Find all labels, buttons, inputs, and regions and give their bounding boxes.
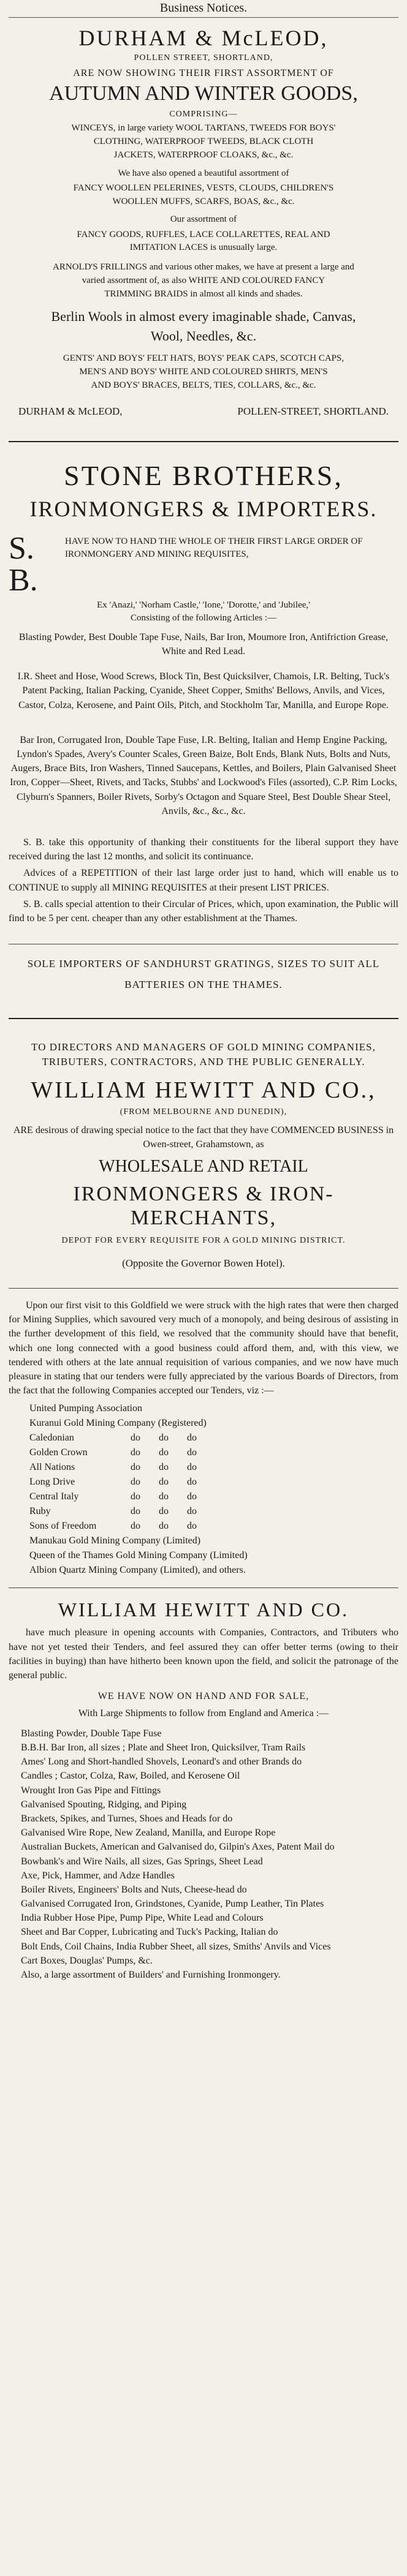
company-name: Albion Quartz Mining Company (Limited), and others. — [29, 1565, 246, 1576]
company-name: Queen of the Thames Gold Mining Company (Limited) — [29, 1550, 248, 1561]
stone-brothers-advertisement — [9, 442, 398, 1018]
ad2-sole-line1: SOLE IMPORTERS OF SANDHURST GRATINGS, SIZES TO SUIT ALL — [27, 958, 380, 970]
ad3-pleasure-text: have much pleasure in opening accounts with Companies, Contractors, and Tributers who have not yet tested their Tenders, and feel assured they can offer better terms (owing to their facilities in buying) than have hitherto been known upon the field, and solicit the patronage of the general public. — [9, 1627, 398, 1681]
ad1-hats-line: AND BOYS' BRACES, BELTS, TIES, COLLARS, &c., &c. — [91, 380, 316, 390]
ad3-shipments: With Large Shipments to follow from England and America :— — [78, 1708, 329, 1719]
ad1-frillings-line: varied assortment of, as also WHITE AND COLOURED FANCY — [82, 275, 325, 285]
company-row — [29, 1519, 398, 1534]
company-row — [29, 1504, 398, 1519]
ditto: do — [159, 1477, 169, 1488]
ad1-comprising: COMPRISING— — [169, 110, 238, 119]
durham-mcleod-advertisement — [9, 18, 398, 441]
ad1-comprising-line: CLOTHING, WATERPROOF TWEEDS, BLACK CLOTH — [93, 137, 314, 147]
company-row — [29, 1475, 398, 1489]
ad3-firm2: WILLIAM HEWITT AND CO. — [58, 1599, 349, 1621]
ad1-signature — [9, 405, 398, 418]
ad1-our-assortment: Our assortment of — [170, 214, 237, 225]
ad1-fancy-lines — [9, 182, 398, 209]
ad2-ex-line: Ex 'Anazi,' 'Norham Castle,' 'Ione,' 'Dorotte,' and 'Jubilee,' — [97, 600, 310, 611]
ad3-from-line: (FROM MELBOURNE AND DUNEDIN), — [120, 1107, 287, 1117]
ad3-depot: DEPOT FOR EVERY REQUISITE FOR A GOLD MINING DISTRICT. — [61, 1236, 346, 1246]
ad1-fancy-goods-line: FANCY GOODS, RUFFLES, LACE COLLARETTES, REAL AND — [77, 229, 330, 239]
list-item: India Rubber Hose Pipe, Pump Pipe, White Lead and Colours — [21, 1913, 264, 1924]
list-item: Boiler Rivets, Engineers' Bolts and Nuts, Cheese-head do — [21, 1884, 247, 1895]
company-row — [29, 1489, 398, 1504]
list-item: Ames' Long and Short-handled Shovels, Leonard's and other Brands do — [21, 1757, 302, 1768]
ad1-address: POLLEN STREET, SHORTLAND, — [134, 53, 273, 62]
list-item: Candles ; Castor, Colza, Raw, Boiled, and Kerosene Oil — [21, 1771, 240, 1782]
ad1-firm: DURHAM & McLEOD, — [78, 26, 329, 50]
ad2-sole-line2: BATTERIES ON THE THAMES. — [124, 979, 283, 991]
company-row — [29, 1548, 398, 1563]
ditto: do — [159, 1491, 169, 1502]
ad3-companies-list — [9, 1401, 398, 1578]
list-item: Wrought Iron Gas Pipe and Fittings — [21, 1785, 161, 1796]
company-name: Manukau Gold Mining Company (Limited) — [29, 1535, 201, 1546]
list-item: Sheet and Bar Copper, Lubricating and Tuck's Packing, Italian do — [21, 1927, 278, 1938]
ditto: do — [187, 1491, 197, 1502]
company-row — [29, 1460, 398, 1475]
list-item: Galvanised Spouting, Ridging, and Piping — [21, 1799, 187, 1810]
ad1-frillings-line: ARNOLD'S FRILLINGS and various other makes, we have at present a large and — [53, 262, 354, 273]
ad1-berlin-line: Wool, Needles, &c. — [150, 328, 257, 344]
ad2-sb-block — [9, 533, 398, 597]
ditto: do — [131, 1433, 140, 1444]
company-row — [29, 1416, 398, 1431]
list-item: Galvanised Corrugated Iron, Grindstones, Cyanide, Pump Leather, Tin Plates — [21, 1899, 324, 1910]
ad2-lr-text: I.R. Sheet and Hose, Wood Screws, Block Tin, Best Quicksilver, Chamois, I.R. Belting, Tuck's Patent Packing, Italian Packing, Cyanide, Sheet Copper, Smiths' Bellows, Anvils, and Vices, Castor, Colza, Kerosene, and Paint Oils, Pitch, and Stockholm Tar, Manilla, and Europe Rope. — [17, 671, 390, 710]
ad1-also-opened: We have also opened a beautiful assortment of — [118, 168, 289, 178]
company-name: Long Drive — [29, 1477, 75, 1488]
ad2-bar-iron-text: Bar Iron, Corrugated Iron, Double Tape Fuse, I.R. Belting, Italian and Hemp Engine Packing, Lyndon's Spades, Avery's Counter Scales, Green Baize, Bolt Ends, Blank Nuts, Bolts and Nuts, Augers, Brace Bits, Iron Washers, Tinned Saucepans, Kettles, and Boilers, Plain Galvanised Sheet Iron, Copper—Sheet, Rivets, and Tacks, Stubbs' and Lockwood's Files (assorted), C.P. Rim Locks, Clyburn's Spanners, Boiler Rivets, Sorby's Octagon and Square Steel, Best Double Shear Steel, Anvils, &c., &c., &c. — [10, 734, 397, 816]
company-name: Sons of Freedom — [29, 1521, 97, 1532]
list-item: Australian Buckets, American and Galvanised do, Gilpin's Axes, Patent Mail do — [21, 1842, 335, 1853]
company-name: All Nations — [29, 1462, 75, 1473]
list-item: Brackets, Spikes, and Turnes, Shoes and Heads for do — [21, 1813, 233, 1824]
ditto: do — [159, 1447, 169, 1458]
ditto: do — [187, 1447, 197, 1458]
ad3-inner-divider — [9, 1587, 398, 1588]
ditto: do — [159, 1506, 169, 1517]
company-row — [29, 1445, 398, 1460]
ditto: do — [187, 1433, 197, 1444]
company-name: Caledonian — [29, 1433, 74, 1444]
ditto: do — [187, 1462, 197, 1473]
ad3-wholesale: WHOLESALE AND RETAIL — [99, 1157, 308, 1177]
list-item: Blasting Powder, Double Tape Fuse — [21, 1728, 162, 1739]
ad1-frillings-lines — [9, 261, 398, 301]
ad1-hats-line: GENTS' AND BOYS' FELT HATS, BOYS' PEAK CAPS, SCOTCH CAPS, — [63, 353, 344, 364]
ad2-advices-text: Advices of a REPETITION of their last large order just to hand, which will enable us to CONTINUE to supply all MINING REQUISITES at their present LIST PRICES. — [9, 868, 398, 893]
ad1-berlin-line: Berlin Wools in almost every imaginable shade, Canvas, — [51, 309, 356, 325]
ad1-signature-place: POLLEN-STREET, SHORTLAND. — [237, 405, 389, 418]
ad1-hats-line: MEN'S AND BOYS' WHITE AND COLOURED SHIRTS, MEN'S — [79, 366, 328, 377]
ditto: do — [131, 1462, 140, 1473]
ad2-firm: STONE BROTHERS, — [64, 460, 343, 492]
ad1-fancy-goods-lines — [9, 228, 398, 255]
ad3-on-hand: WE HAVE NOW ON HAND AND FOR SALE, — [97, 1691, 310, 1702]
ad1-fancy-line: FANCY WOOLLEN PELERINES, VESTS, CLOUDS, CHILDREN'S — [73, 183, 334, 193]
ad2-sb-line: HAVE NOW TO HAND THE WHOLE OF THEIR FIRST LARGE ORDER OF IRONMONGERY AND MINING REQUISITES, — [65, 537, 363, 559]
ad1-are-now-showing: ARE NOW SHOWING THEIR FIRST ASSORTMENT OF — [73, 67, 334, 78]
ditto: do — [131, 1477, 140, 1488]
ad2-circular-text: S. B. calls special attention to their Circular of Prices, which, upon examination, the Public will find to be 5 per cent. cheaper than any other establishment at the Thames. — [9, 898, 398, 924]
company-name: Ruby — [29, 1506, 51, 1517]
ad3-visit-text: Upon our first visit to this Goldfield we were struck with the high rates that were then charged for Mining Supplies, which savoured very much of a monopoly, and being desirous of assisting in the further development of this field, we resolved that the community should have that benefit, which one long connected with a good business could afford them, and, with this view, we tendered with others at the late annual requisition of various companies, and we now have much pleasure in stating that our tenders were fully appreciated by the various Boards of Directors, from the fact that the following Companies accepted our Tenders, viz :— — [9, 1300, 398, 1396]
company-name: Golden Crown — [29, 1447, 88, 1458]
ditto: do — [131, 1447, 140, 1458]
ad1-fancy-goods-line: IMITATION LACES is unusually large. — [129, 243, 278, 253]
ad3-items-list — [9, 1727, 398, 1982]
ad1-frillings-line: TRIMMING BRAIDS in almost all kinds and shades. — [104, 288, 303, 299]
ad3-inner-divider — [9, 1288, 398, 1289]
ditto: do — [159, 1462, 169, 1473]
ditto: do — [187, 1506, 197, 1517]
company-row — [29, 1431, 398, 1445]
ditto: do — [131, 1491, 140, 1502]
ditto: do — [131, 1521, 140, 1532]
ad1-comprising-lines — [9, 122, 398, 162]
ad2-blasting-text: Blasting Powder, Best Double Tape Fuse, Nails, Bar Iron, Moumore Iron, Antifriction Grease, White and Red Lead. — [18, 631, 389, 657]
ditto: do — [159, 1521, 169, 1532]
ad2-sb-initials: S. B. — [9, 531, 38, 598]
ad1-signature-name: DURHAM & McLEOD, — [18, 405, 123, 418]
ad2-trade: IRONMONGERS & IMPORTERS. — [29, 497, 378, 522]
list-item: Also, a large assortment of Builders' and Furnishing Ironmongery. — [21, 1970, 281, 1981]
list-item: Bolt Ends, Coil Chains, India Rubber Sheet, all sizes, Smiths' Anvils and Vices — [21, 1941, 331, 1952]
ad1-comprising-line: JACKETS, WATERPROOF CLOAKS, &c., &c. — [113, 149, 294, 160]
company-row — [29, 1401, 398, 1416]
company-row — [29, 1563, 398, 1578]
ad3-ironmongers: IRONMONGERS & IRON-MERCHANTS, — [73, 1182, 334, 1229]
list-item: Galvanised Wire Rope, New Zealand, Manilla, and Europe Rope — [21, 1828, 276, 1839]
list-item: Bowbank's and Wire Nails, all sizes, Gas Springs, Sheet Lead — [21, 1856, 263, 1867]
ad3-to-line2: TRIBUTERS, CONTRACTORS, AND THE PUBLIC GENERALLY. — [42, 1056, 365, 1068]
company-name: United Pumping Association — [29, 1403, 142, 1414]
ditto: do — [131, 1506, 140, 1517]
list-item: B.B.H. Bar Iron, all sizes ; Plate and Sheet Iron, Quicksilver, Tram Rails — [21, 1742, 306, 1753]
ad2-thanks-text: S. B. take this opportunity of thanking their constituents for the liberal support they have received during the last 12 months, and solicit its continuance. — [9, 837, 398, 862]
company-row — [29, 1534, 398, 1548]
list-item: Axe, Pick, Hammer, and Adze Handles — [21, 1870, 175, 1881]
ad1-fancy-line: WOOLLEN MUFFS, SCARFS, BOAS, &c., &c. — [112, 196, 295, 206]
ad3-desirous-text: ARE desirous of drawing special notice to the fact that they have COMMENCED BUSINESS in Owen-street, Grahamstown, as — [13, 1124, 394, 1150]
ad2-consisting: Consisting of the following Articles :— — [131, 612, 276, 623]
ditto: do — [187, 1477, 197, 1488]
ad3-to-line1: TO DIRECTORS AND MANAGERS OF GOLD MINING COMPANIES, — [31, 1041, 376, 1053]
ad1-season: AUTUMN AND WINTER GOODS, — [49, 81, 358, 105]
ad3-firm: WILLIAM HEWITT AND CO., — [31, 1077, 376, 1104]
ad1-berlin-lines — [9, 307, 398, 346]
company-name: Central Italy — [29, 1491, 79, 1502]
william-hewitt-advertisement — [9, 1019, 398, 1982]
ad1-comprising-line: WINCEYS, in large variety WOOL TARTANS, TWEEDS FOR BOYS' — [71, 123, 336, 134]
company-name: Kuranui Gold Mining Company (Registered) — [29, 1418, 207, 1429]
ad1-hats-lines — [9, 352, 398, 392]
list-item: Cart Boxes, Douglas' Pumps, &c. — [21, 1955, 153, 1966]
ad3-opposite: (Opposite the Governor Bowen Hotel). — [122, 1257, 285, 1270]
ditto: do — [187, 1521, 197, 1532]
page-header: Business Notices. — [9, 0, 398, 18]
ditto: do — [159, 1433, 169, 1444]
